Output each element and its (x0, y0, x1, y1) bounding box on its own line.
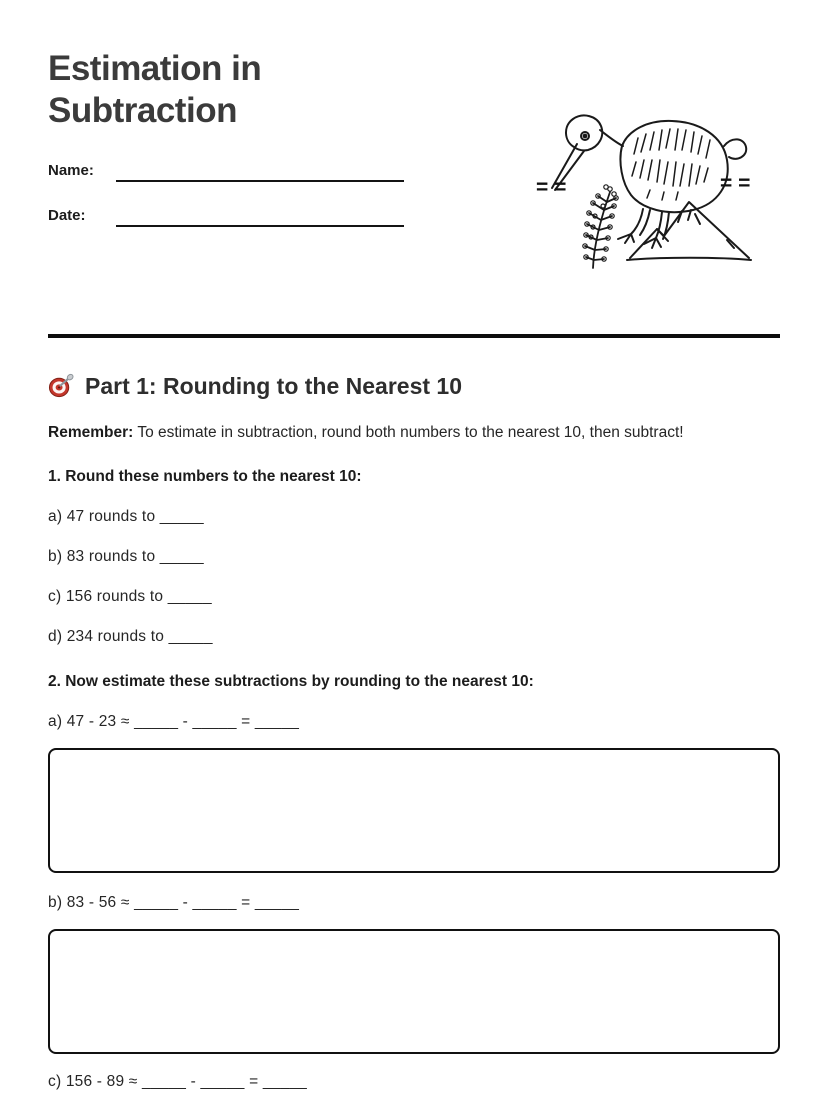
target-dart-icon (48, 373, 75, 399)
kiwi-bird-drawing (530, 110, 780, 270)
kiwi-illustration (530, 110, 780, 270)
question1-prompt: 1. Round these numbers to the nearest 10: (48, 468, 362, 485)
reminder-text (48, 423, 780, 443)
reminder-body: To estimate in subtraction, round both numbers to the nearest 10, then subtract! (137, 424, 684, 441)
page-title: Estimation in Subtraction (48, 49, 262, 130)
date-label: Date: (48, 207, 86, 224)
name-input-line[interactable] (116, 162, 404, 182)
work-box-b[interactable] (48, 929, 780, 1054)
q2-item-b: b) 83 - 56 ≈ _____ - _____ = _____ (48, 894, 300, 911)
work-box-a[interactable] (48, 748, 780, 873)
left-equals-marks: = = (536, 176, 567, 199)
reminder-label: Remember: (48, 424, 134, 441)
part1-heading (48, 371, 780, 401)
section-divider (48, 334, 780, 338)
q1-item-a: a) 47 rounds to _____ (48, 508, 204, 525)
right-equals-marks: = = (720, 172, 751, 195)
part1-heading-text: Part 1: Rounding to the Nearest 10 (85, 372, 463, 399)
name-label: Name: (48, 162, 94, 179)
q1-item-c: c) 156 rounds to _____ (48, 588, 212, 605)
q2-item-c: c) 156 - 89 ≈ _____ - _____ = _____ (48, 1073, 307, 1090)
question2-prompt: 2. Now estimate these subtractions by rounding to the nearest 10: (48, 673, 534, 690)
q1-item-b: b) 83 rounds to _____ (48, 548, 204, 565)
date-input-line[interactable] (116, 207, 404, 227)
q1-item-d: d) 234 rounds to _____ (48, 628, 213, 645)
fern-frond (585, 192, 616, 268)
q2-item-a: a) 47 - 23 ≈ _____ - _____ = _____ (48, 713, 300, 730)
